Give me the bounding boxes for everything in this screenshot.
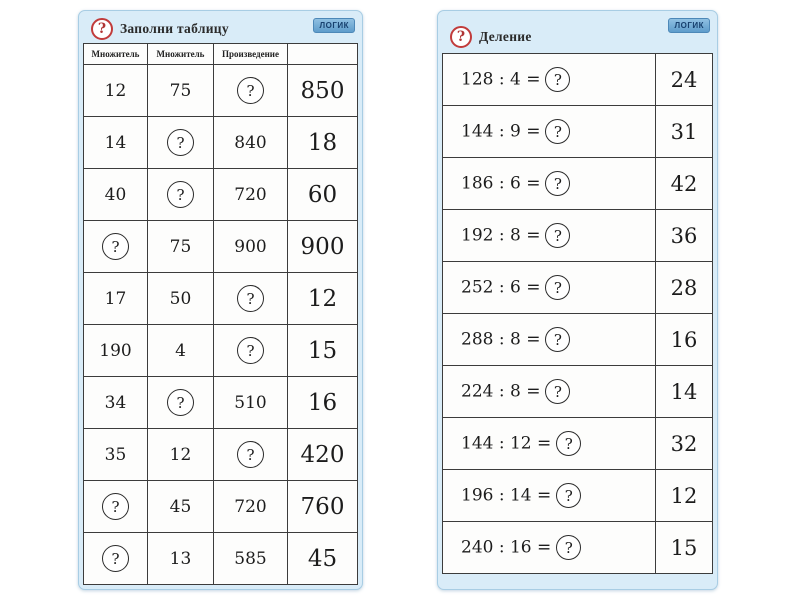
division-expression: 144 : 9 = xyxy=(461,121,541,142)
table-row xyxy=(443,522,713,574)
value-cell: 14 xyxy=(84,117,148,169)
answer-slot-question-icon[interactable]: ? xyxy=(556,431,581,456)
answer-slot-question-icon[interactable]: ? xyxy=(545,171,570,196)
answer-slot-question-icon[interactable]: ? xyxy=(545,119,570,144)
division-expression-cell xyxy=(443,54,656,106)
value-cell: 12 xyxy=(148,429,214,481)
division-expression: 192 : 8 = xyxy=(461,225,541,246)
question-circle-icon: ? xyxy=(91,18,113,40)
value-cell: 190 xyxy=(84,325,148,377)
division-expression: 128 : 4 = xyxy=(461,69,541,90)
answer-slot-question-icon[interactable]: ? xyxy=(545,327,570,352)
missing-value-cell xyxy=(214,273,288,325)
division-expression-cell xyxy=(443,210,656,262)
answer-slot-question-icon[interactable]: ? xyxy=(167,389,194,416)
division-expression: 144 : 12 = xyxy=(461,433,552,454)
answer-cell: 36 xyxy=(656,210,713,262)
missing-value-cell xyxy=(84,481,148,533)
answer-slot-question-icon[interactable]: ? xyxy=(545,223,570,248)
answer-cell: 16 xyxy=(656,314,713,366)
answer-slot-question-icon[interactable]: ? xyxy=(237,77,264,104)
answer-cell: 45 xyxy=(288,533,358,585)
answer-slot-question-icon[interactable]: ? xyxy=(545,275,570,300)
missing-value-cell xyxy=(148,377,214,429)
value-cell: 720 xyxy=(214,169,288,221)
table-row xyxy=(443,418,713,470)
table-row xyxy=(84,65,358,117)
table-row xyxy=(443,158,713,210)
column-header-multiplier-1: Множитель xyxy=(84,44,148,65)
answer-slot-question-icon[interactable]: ? xyxy=(237,441,264,468)
answer-cell: 32 xyxy=(656,418,713,470)
answer-slot-question-icon[interactable]: ? xyxy=(545,379,570,404)
table-row xyxy=(443,54,713,106)
division-expression: 224 : 8 = xyxy=(461,381,541,402)
value-cell: 585 xyxy=(214,533,288,585)
division-table xyxy=(442,53,713,574)
answer-slot-question-icon[interactable]: ? xyxy=(237,337,264,364)
right-panel-title: Деление xyxy=(479,28,532,44)
value-cell: 75 xyxy=(148,221,214,273)
table-row xyxy=(84,325,358,377)
value-cell: 75 xyxy=(148,65,214,117)
column-header-product: Произведение xyxy=(214,44,288,65)
answer-cell: 15 xyxy=(288,325,358,377)
value-cell: 12 xyxy=(84,65,148,117)
value-cell: 720 xyxy=(214,481,288,533)
missing-value-cell xyxy=(148,117,214,169)
answer-cell: 16 xyxy=(288,377,358,429)
answer-slot-question-icon[interactable]: ? xyxy=(167,181,194,208)
answer-cell: 900 xyxy=(288,221,358,273)
division-expression-cell xyxy=(443,470,656,522)
column-header-answer xyxy=(288,44,358,65)
answer-cell: 14 xyxy=(656,366,713,418)
answer-cell: 15 xyxy=(656,522,713,574)
value-cell: 50 xyxy=(148,273,214,325)
answer-cell: 12 xyxy=(656,470,713,522)
answer-cell: 850 xyxy=(288,65,358,117)
table-row xyxy=(443,366,713,418)
table-row xyxy=(443,262,713,314)
missing-value-cell xyxy=(84,221,148,273)
table-row xyxy=(84,429,358,481)
answer-slot-question-icon[interactable]: ? xyxy=(545,67,570,92)
missing-value-cell xyxy=(214,65,288,117)
table-row xyxy=(443,210,713,262)
answer-cell: 60 xyxy=(288,169,358,221)
logo-badge: ЛОГИК xyxy=(313,18,355,33)
table-row xyxy=(443,106,713,158)
left-panel-title: Заполни таблицу xyxy=(120,20,229,36)
table-row xyxy=(84,169,358,221)
division-expression-cell xyxy=(443,366,656,418)
division-worksheet-panel xyxy=(437,10,718,590)
multiplication-worksheet-panel xyxy=(78,10,363,590)
table-row xyxy=(84,533,358,585)
multiplication-table xyxy=(83,43,358,585)
answer-cell: 420 xyxy=(288,429,358,481)
division-expression: 252 : 6 = xyxy=(461,277,541,298)
answer-slot-question-icon[interactable]: ? xyxy=(102,545,129,572)
missing-value-cell xyxy=(148,169,214,221)
division-expression: 240 : 16 = xyxy=(461,537,552,558)
table-row xyxy=(84,377,358,429)
division-expression: 288 : 8 = xyxy=(461,329,541,350)
missing-value-cell xyxy=(214,429,288,481)
answer-slot-question-icon[interactable]: ? xyxy=(102,493,129,520)
table-row xyxy=(84,481,358,533)
missing-value-cell xyxy=(84,533,148,585)
answer-cell: 28 xyxy=(656,262,713,314)
division-expression-cell xyxy=(443,262,656,314)
table-header-row xyxy=(84,44,358,65)
value-cell: 840 xyxy=(214,117,288,169)
table-row xyxy=(443,470,713,522)
table-row xyxy=(84,273,358,325)
table-row xyxy=(443,314,713,366)
table-row xyxy=(84,221,358,273)
value-cell: 35 xyxy=(84,429,148,481)
division-expression: 196 : 14 = xyxy=(461,485,552,506)
value-cell: 13 xyxy=(148,533,214,585)
value-cell: 17 xyxy=(84,273,148,325)
column-header-multiplier-2: Множитель xyxy=(148,44,214,65)
answer-cell: 31 xyxy=(656,106,713,158)
division-expression-cell xyxy=(443,314,656,366)
answer-cell: 18 xyxy=(288,117,358,169)
answer-slot-question-icon[interactable]: ? xyxy=(237,285,264,312)
division-expression-cell xyxy=(443,106,656,158)
answer-slot-question-icon[interactable]: ? xyxy=(556,483,581,508)
answer-cell: 24 xyxy=(656,54,713,106)
value-cell: 40 xyxy=(84,169,148,221)
value-cell: 34 xyxy=(84,377,148,429)
division-expression-cell xyxy=(443,522,656,574)
answer-slot-question-icon[interactable]: ? xyxy=(102,233,129,260)
answer-cell: 760 xyxy=(288,481,358,533)
division-expression-cell xyxy=(443,418,656,470)
answer-slot-question-icon[interactable]: ? xyxy=(167,129,194,156)
division-expression: 186 : 6 = xyxy=(461,173,541,194)
missing-value-cell xyxy=(214,325,288,377)
value-cell: 45 xyxy=(148,481,214,533)
question-circle-icon: ? xyxy=(450,26,472,48)
logo-badge: ЛОГИК xyxy=(668,18,710,33)
answer-cell: 12 xyxy=(288,273,358,325)
answer-cell: 42 xyxy=(656,158,713,210)
value-cell: 510 xyxy=(214,377,288,429)
value-cell: 4 xyxy=(148,325,214,377)
table-row xyxy=(84,117,358,169)
division-expression-cell xyxy=(443,158,656,210)
value-cell: 900 xyxy=(214,221,288,273)
answer-slot-question-icon[interactable]: ? xyxy=(556,535,581,560)
